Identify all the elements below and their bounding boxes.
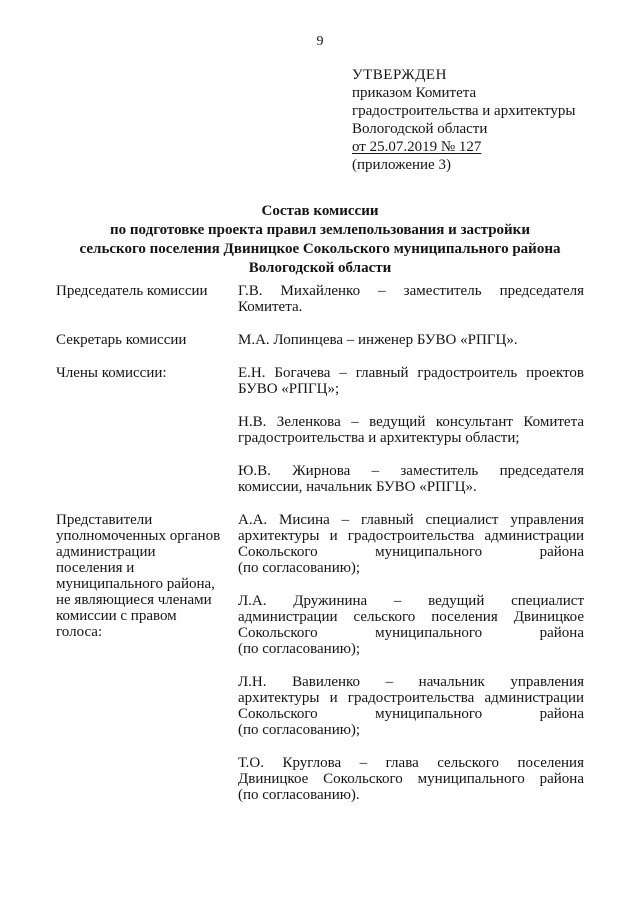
member-text: Л.Н. Вавиленко – начальник управления (238, 674, 584, 690)
member-text: БУВО «РПГЦ»; (238, 381, 340, 397)
member-text: архитектуры и градостроительства администрации (238, 690, 584, 706)
approved-heading: УТВЕРЖДЕН (352, 67, 447, 83)
order-reference: от 25.07.2019 № 127 (352, 139, 482, 155)
member-entry (238, 593, 584, 657)
member-entry (238, 755, 584, 803)
role-text: не являющиеся членами (56, 592, 212, 608)
page-number: 9 (316, 34, 324, 49)
role-label (56, 365, 238, 512)
role-text: поселения и (56, 560, 135, 576)
role-text: комиссии с правом (56, 608, 177, 624)
role-text: Секретарь комиссии (56, 332, 187, 348)
member-text: Сокольского муниципального района (238, 544, 584, 560)
member-text: Е.Н. Богачева – главный градостроитель проектов (238, 365, 584, 381)
member-text: (по согласованию). (238, 787, 360, 803)
member-text: архитектуры и градостроительства администрации (238, 528, 584, 544)
approval-line: приказом Комитета (352, 85, 477, 101)
role-text: администрации (56, 544, 156, 560)
chairman-row (56, 283, 584, 332)
member-column (238, 332, 584, 365)
member-entry (238, 283, 584, 315)
role-text: Представители (56, 512, 153, 528)
role-text: Члены комиссии: (56, 365, 167, 381)
member-text: Н.В. Зеленкова – ведущий консультант Комитета (238, 414, 584, 430)
member-text: М.А. Лопинцева – инженер БУВО «РПГЦ». (238, 332, 518, 348)
member-text: Л.А. Дружинина – ведущий специалист (238, 593, 584, 609)
title-line: Состав комиссии (261, 203, 379, 219)
member-text: администрации сельского поселения Двиницкое (238, 609, 584, 625)
member-entry (238, 332, 584, 348)
member-text: Т.О. Круглова – глава сельского поселения (238, 755, 584, 771)
approval-line: градостроительства и архитектуры (352, 103, 576, 119)
member-text: Ю.В. Жирнова – заместитель председателя (238, 463, 584, 479)
member-text: градостроительства и архитектуры области; (238, 430, 520, 446)
member-column (238, 512, 584, 820)
member-text: (по согласованию); (238, 641, 361, 657)
document-title (60, 202, 580, 278)
member-text: (по согласованию); (238, 722, 361, 738)
role-label (56, 512, 238, 820)
member-entry (238, 674, 584, 738)
member-text: Комитета. (238, 299, 303, 315)
member-text: комиссии, начальник БУВО «РПГЦ». (238, 479, 477, 495)
member-entry (238, 414, 584, 446)
member-column (238, 283, 584, 332)
member-text: Г.В. Михайленко – заместитель председателя (238, 283, 584, 299)
member-text: Двиницкое Сокольского муниципального района (238, 771, 584, 787)
appendix-note: (приложение 3) (352, 157, 451, 173)
approval-line: Вологодской области (352, 121, 488, 137)
role-text: Председатель комиссии (56, 283, 208, 299)
title-line: по подготовке проекта правил землепользования и застройки (110, 222, 530, 238)
member-entry (238, 463, 584, 495)
member-text: Сокольского муниципального района (238, 625, 584, 641)
member-text: (по согласованию); (238, 560, 361, 576)
member-column (238, 365, 584, 512)
approval-stamp (352, 66, 575, 174)
members-row (56, 365, 584, 512)
role-label (56, 283, 238, 332)
role-text: муниципального района, (56, 576, 215, 592)
committee-list (56, 283, 584, 820)
title-line: сельского поселения Двиницкое Сокольского муниципального района (79, 241, 561, 257)
member-text: Сокольского муниципального района (238, 706, 584, 722)
member-entry (238, 365, 584, 397)
role-text: голоса: (56, 624, 103, 640)
secretary-row (56, 332, 584, 365)
representatives-row (56, 512, 584, 820)
member-text: А.А. Мисина – главный специалист управления (238, 512, 584, 528)
role-label (56, 332, 238, 365)
role-text: уполномоченных органов (56, 528, 221, 544)
member-entry (238, 512, 584, 576)
title-line: Вологодской области (248, 260, 392, 276)
